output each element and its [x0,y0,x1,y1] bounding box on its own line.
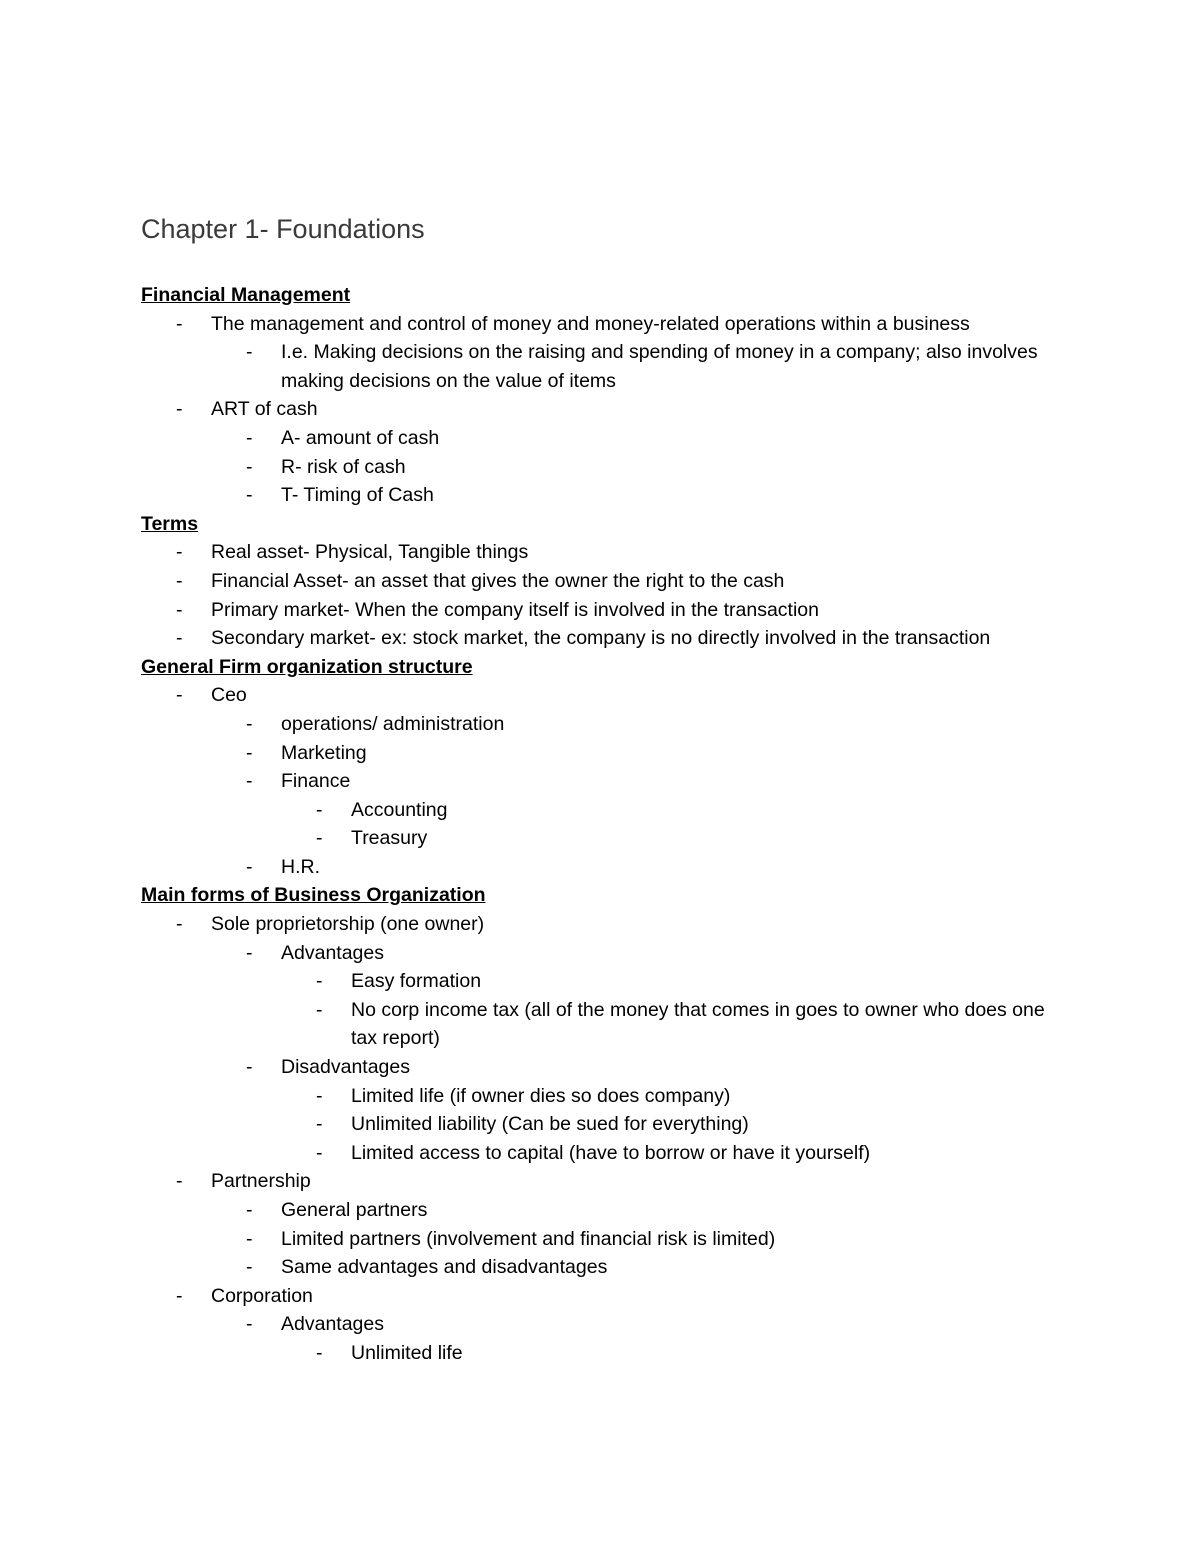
document-body [141,281,1061,1368]
list-item-text: Corporation [211,1284,313,1307]
section-heading: Financial Management [141,284,351,306]
list-item [211,481,1061,510]
list-item [211,739,1061,768]
list-item-text: No corp income tax (all of the money that comes in goes to owner who does one tax report) [351,998,1045,1050]
bullet-list-level-3 [281,967,1061,1053]
list-item [141,395,1061,509]
dash-bullet: - [246,1227,253,1250]
list-item-text: Accounting [351,798,448,821]
list-item [141,681,1061,881]
page-title: Chapter 1- Foundations [141,214,425,244]
list-item-text: Partnership [211,1170,311,1193]
dash-bullet: - [176,1170,183,1193]
list-item-text: Primary market- When the company itself is involved in the transaction [211,598,819,621]
bullet-list-level-2 [211,1310,1061,1367]
list-item-text: Same advantages and disadvantages [281,1256,608,1279]
dash-bullet: - [246,341,253,364]
list-item-text: General partners [281,1199,428,1221]
dash-bullet: - [176,913,183,936]
list-item-text: Limited access to capital (have to borrow or have it yourself) [351,1141,871,1164]
notes-section [141,281,1061,510]
list-item [281,996,1061,1053]
list-item-text: ART of cash [211,398,318,421]
list-item [211,1225,1061,1254]
dash-bullet: - [246,1199,253,1221]
list-item-text: I.e. Making decisions on the raising and spending of money in a company; also involves making decisions on the value of items [281,341,1038,392]
dash-bullet: - [246,770,253,793]
list-item-text: Finance [281,770,351,793]
list-item [281,796,1061,825]
list-item [211,338,1061,395]
list-item-text: Treasury [351,827,428,850]
list-item-text: Real asset- Physical, Tangible things [211,541,529,564]
list-item-text: operations/ administration [281,712,505,735]
list-item [141,567,1061,596]
dash-bullet: - [246,484,253,507]
section-heading: Terms [141,512,199,535]
notes-section [141,881,1061,1367]
dash-bullet: - [176,569,183,592]
dash-bullet: - [176,398,183,421]
bullet-list-level-2 [211,424,1061,510]
bullet-list-level-1 [141,310,1061,510]
dash-bullet: - [316,1141,323,1164]
dash-bullet: - [246,1256,253,1279]
list-item-text: Disadvantages [281,1056,410,1079]
list-item [211,710,1061,739]
list-item [141,910,1061,1167]
list-item-text: Limited partners (involvement and financial risk is limited) [281,1227,776,1250]
dash-bullet: - [246,455,253,478]
dash-bullet: - [316,1084,323,1107]
bullet-list-level-1 [141,538,1061,652]
dash-bullet: - [316,798,323,821]
bullet-list-level-2 [211,1196,1061,1282]
list-item [141,310,1061,396]
dash-bullet: - [246,1056,253,1079]
dash-bullet: - [316,1341,323,1364]
list-item-text: Sole proprietorship (one owner) [211,913,485,936]
bullet-list-level-2 [211,710,1061,882]
dash-bullet: - [316,827,323,850]
bullet-list-level-1 [141,910,1061,1368]
list-item [141,538,1061,567]
list-item-text: Ceo [211,684,247,707]
section-heading: Main forms of Business Organization [141,884,486,907]
list-item-text: Marketing [281,741,367,764]
notes-section [141,510,1061,653]
list-item-text: R- risk of cash [281,455,406,478]
dash-bullet: - [176,1284,183,1307]
list-item [281,1139,1061,1168]
dash-bullet: - [176,684,183,707]
dash-bullet: - [176,598,183,621]
dash-bullet: - [246,855,253,878]
list-item [211,853,1061,882]
section-heading: General Firm organization structure [141,655,473,678]
list-item [211,453,1061,482]
dash-bullet: - [246,426,253,449]
bullet-list-level-3 [281,1339,1061,1368]
list-item [141,596,1061,625]
dash-bullet: - [316,970,323,993]
list-item [211,1196,1061,1225]
list-item [211,1253,1061,1282]
dash-bullet: - [176,627,183,650]
list-item-text: Easy formation [351,970,482,993]
list-item [281,967,1061,996]
dash-bullet: - [246,712,253,735]
bullet-list-level-3 [281,1082,1061,1168]
list-item-text: Unlimited life [351,1341,463,1364]
list-item [281,824,1061,853]
notes-section [141,653,1061,882]
list-item-text: Financial Asset- an asset that gives the owner the right to the cash [211,569,785,592]
list-item-text: Advantages [281,941,384,964]
dash-bullet: - [246,741,253,764]
list-item-text: H.R. [281,855,320,878]
bullet-list-level-2 [211,338,1061,395]
dash-bullet: - [246,941,253,964]
list-item-text: T- Timing of Cash [281,484,434,507]
dash-bullet: - [176,312,183,335]
dash-bullet: - [246,1313,253,1336]
bullet-list-level-1 [141,681,1061,881]
list-item [141,624,1061,653]
list-item [211,1053,1061,1167]
list-item-text: The management and control of money and money-related operations within a business [211,312,970,335]
bullet-list-level-3 [281,796,1061,853]
dash-bullet: - [316,998,323,1021]
dash-bullet: - [176,541,183,564]
list-item [211,767,1061,853]
bullet-list-level-2 [211,939,1061,1168]
list-item-text: Limited life (if owner dies so does company) [351,1084,731,1107]
list-item [141,1167,1061,1281]
list-item-text: A- amount of cash [281,426,440,449]
dash-bullet: - [316,1113,323,1136]
list-item [211,1310,1061,1367]
list-item [281,1339,1061,1368]
list-item [211,424,1061,453]
list-item [211,939,1061,1053]
list-item-text: Unlimited liability (Can be sued for everything) [351,1113,749,1136]
list-item [281,1082,1061,1111]
list-item [281,1110,1061,1139]
list-item-text: Advantages [281,1313,384,1336]
list-item [141,1282,1061,1368]
list-item-text: Secondary market- ex: stock market, the company is no directly involved in the transaction [211,627,991,650]
